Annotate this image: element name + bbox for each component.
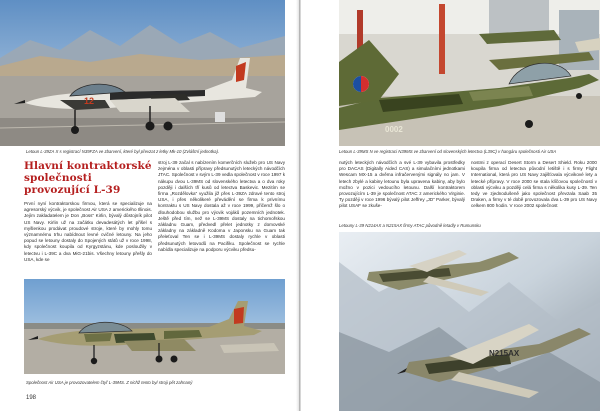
body-column-3 (339, 160, 465, 220)
heading-line-1: Hlavní kontraktorské (24, 160, 152, 172)
body-column-2 (158, 160, 285, 275)
photo-l39-parked-hangar (24, 279, 285, 374)
body-column-1 (24, 201, 152, 275)
heading-line-3: provozující L-39 (24, 184, 121, 196)
jet-runway-illustration (0, 0, 285, 146)
svg-text:12: 12 (84, 96, 95, 106)
body-paragraph: nostmi z operací Desert Storm a Desert Shield. Roku 2000 koupila firma od letectva původní letiště i s firmy Flight International, která pro US Navy zajišťovala výcvikové lety a letecké přípravy. V roce 2000 se stala klíčovou společností v oblasti výcviku a později celá firma s několika kusy L-39. Ten tedy ve zjednodušeně jako společnost převzala Saab 35 Draken, a firmy v té době provozovala dva L-39 pro US Navy celkem 800 hodin. V roce 2002 společnost (471, 160, 597, 209)
jet-parked-illustration (24, 279, 285, 374)
heading-line-2: společnosti (24, 172, 92, 184)
photo-l39-on-runway (0, 0, 285, 146)
body-paragraph: nutých leteckých návodčích a své L-39 vybavila prostředky pro DACAS (Digitally Aided CAS) a simulačními jednotkami Wescam MX-15 a dvěma infračervenými signály no jam. V letech zbylé a kabiny letounu byla upravena kabiny, aby bylo možno v pozici vedoucího letounu. Další kontraktorem provozujícím L-39 je společnost ATAC z amerického Virginie. Ty později v roce 1996 bývalý pilot Jeffrey „JD“ Parker, bývalý pilot USAF se zkuše- (339, 160, 465, 209)
photo-caption-bottom-left: Společnost Air USA je provozovatelem čtyř L-39MS. Z nichž tento byl stroji pět zahnaný (26, 380, 193, 385)
section-heading (24, 160, 154, 196)
photo-caption-top-right: Letoun L-39MS N ve registraci N39MS ve zbarvení od slovenských letectva (L39C) v hangáru společnosti Air USA (339, 149, 557, 154)
right-page (301, 0, 600, 411)
photo-l39-in-hangar (339, 0, 600, 146)
svg-text:0002: 0002 (385, 125, 403, 134)
page-number: 198 (26, 395, 37, 401)
body-paragraph: První nyní kontraktorskou firmou, která se specializuje na agresorský výcvik, je společnost Air USA z amerického Illinois. Jejím zakladatelem je Don „Boss“ Kirlin, bývalý důstojník pilot US Navy. Kirlin už na začátku devadesátých let přišel s myšlenkou prodávat proudové stroje, které by mohly tomu významnému trhu nabídnout levné cvičné letouny. Na jeho popud se letouny dostaly do Spojených států už v roce 1998, kdy společnost koupila od Kyrgyzstánu, kde posloužily v letectvu i L-39C a dva MiG-21bis. Všechny letouny přešly do USA, kde se (24, 201, 152, 262)
svg-text:N215AX: N215AX (489, 349, 520, 358)
formation-illustration (339, 232, 600, 411)
body-column-4 (471, 160, 597, 220)
body-paragraph: stroj L-39 začal s nabízením komerčních služeb pro US Navy zejména v oblasti přípravy předsunutých leteckých návodčích JTAC. Společnost v svým L-39 vedla společnost v roce 1997 k nákupu dvou L-39MS od slovenského letectva a o dva roky později i dalších tří kusů od letectva Baskevic. Mezitím se firma „Rozdělovka“ využila již přes L-39ZA zdravé tento stroj USA, i přes několikeré převádění se firma k privnímu kontraktu s US Navy dostala až v roce 1999, přičemž šlo o dlouhodobou službu pro výcvik vojáků pozemních jednotek. Ještě před tím, než se L-39MS dostaly na tichomořskou základnu Guam, předvedl přelet jednotky z domovské základny na základně Kodoma v Japonsku na Guam tak přeleťoval Ten se i L-39MS dostaly rychle v oblasti předsunutých letovodů na Pacifiku. Společnost se rychle nabídla specializuje na podporu výcviku předsu- (158, 160, 285, 252)
photo-caption-top-left: Letoun L-39ZA X s registrací N39FZA ve zbarvení, které byl převzat z letky Mk-10 (Zvláštní jednotka). (26, 149, 220, 154)
photo-caption-bottom-right: Letouny L-39 N214AX a N215AX firmy ATAC původně letadly v Rumunsku (339, 223, 481, 228)
photo-l39-formation-flight (339, 232, 600, 411)
hangar-illustration (339, 0, 600, 146)
